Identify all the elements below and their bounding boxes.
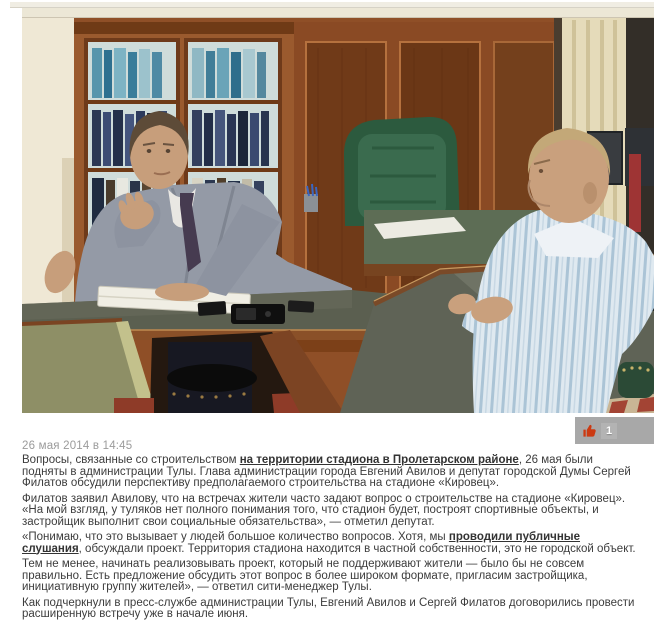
publish-date: 26 мая 2014 в 14:45 [22,440,133,452]
like-badge [575,417,654,444]
article-photo [22,8,654,413]
paragraph-text: «Понимаю, что это вызывает у людей большое количество вопросов. Хотя, мы [22,531,449,543]
like-count: 1 [601,423,617,439]
thumb-up-icon[interactable] [581,423,597,439]
article-body [22,455,640,625]
paragraph-text: Вопросы, связанные со строительством [22,454,240,466]
link-stadium-territory[interactable]: на территории стадиона в Пролетарском районе [239,454,519,466]
green-chair [344,117,460,226]
paragraph-3 [22,532,640,555]
paragraph-4: Тем не менее, начинать реализовывать проект, который не поддерживают жители — было бы не совсем правильно. Есть предложение обсудить этот вопрос в более широком формате, пригласим застройщика, инициативную группу жителей», — ответил сити-менеджер Тулы. [22,558,588,593]
link-public-hearings[interactable]: проводили публичные слушания [22,531,581,555]
paragraph-text: , 26 мая были подняты в администрации Тулы. Глава администрации города Евгений Авилов и депутат городской Думы Сергей Филатов обсудили перспективу предполагаемого строительства на стадионе «Кировец». [22,454,631,489]
paragraph-1 [22,455,640,490]
paragraph-2: Филатов заявил Авилову, что на встречах жители часто задают вопрос о строительстве на стадионе «Кировец». «На мой взгляд, у туляков нет полного понимания того, что стадион будет, построят спортивные объекты, и застройщик выполнит свои социальные обязательства», — отметил депутат. [22,492,626,528]
paragraph-5: Как подчеркнули в пресс-службе администрации Тулы, Евгений Авилов и Сергей Филатов договорились провести расширенную встречу уже в начале июня. [22,596,635,620]
meeting-photo-illustration [22,8,654,413]
paragraph-text: , обсуждали проект. Территория стадиона находится в частной собственности, это не городской объект. [78,542,636,555]
